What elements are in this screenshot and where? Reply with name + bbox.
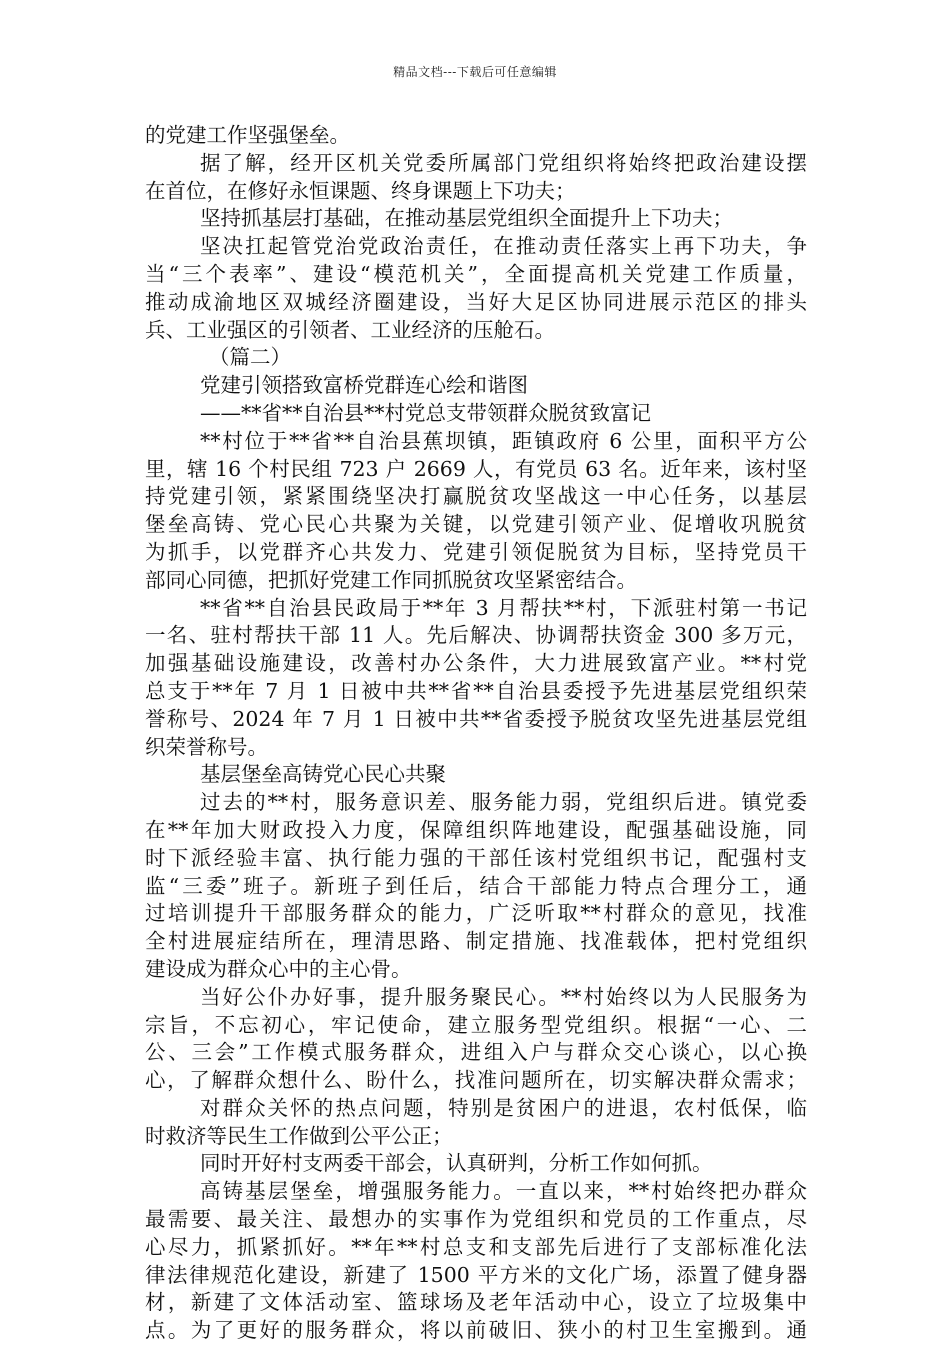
text-line: ——**省**自治县**村党总支带领群众脱贫致富记 <box>200 400 651 425</box>
text-line: （篇二） <box>209 345 291 370</box>
text-line: 为抓手，以党群齐心共发力、党建引领促脱贫为目标，坚持党员干 <box>145 539 807 564</box>
text-line: 总支于**年 7 月 1 日被中共**省**自治县委授予先进基层党组织荣 <box>145 678 807 703</box>
text-line: 党建引领搭致富桥党群连心绘和谐图 <box>200 373 528 398</box>
text-line: 加强基础设施建设，改善村办公条件，大力进展致富产业。**村党 <box>145 651 807 676</box>
text-line: 时救济等民生工作做到公平公正； <box>145 1123 453 1148</box>
text-line: 基层堡垒高铸党心民心共聚 <box>200 762 446 787</box>
text-line: 坚决扛起管党治党政治责任，在推动责任落实上再下功夫，争 <box>200 234 807 259</box>
text-line: 推动成渝地区双城经济圈建设，当好大足区协同进展示范区的排头 <box>145 289 807 314</box>
text-line: 当“三个表率”、建设“模范机关”，全面提高机关党建工作质量， <box>145 261 807 286</box>
text-line: 当好公仆办好事，提升服务聚民心。**村始终以为人民服务为 <box>200 984 807 1009</box>
text-line: 公、三会”工作模式服务群众，进组入户与群众交心谈心，以心换 <box>145 1040 807 1065</box>
text-line: 持党建引领，紧紧围绕坚决打赢脱贫攻坚战这一中心任务，以基层 <box>145 484 807 509</box>
text-line: 据了解，经开区机关党委所属部门党组织将始终把政治建设摆 <box>200 150 807 175</box>
text-line: 材，新建了文体活动室、篮球场及老年活动中心，设立了垃圾集中 <box>145 1290 807 1315</box>
text-line: 织荣誉称号。 <box>145 734 268 759</box>
text-line: 心，了解群众想什么、盼什么，找准问题所在，切实解决群众需求； <box>145 1068 807 1093</box>
text-line: 在首位，在修好永恒课题、终身课题上下功夫； <box>145 178 576 203</box>
page-header: 精品文档---下载后可任意编辑 <box>393 65 557 79</box>
text-line: 一名、驻村帮扶干部 11 人。先后解决、协调帮扶资金 300 多万元， <box>145 623 807 648</box>
text-line: 部同心同德，把抓好党建工作同抓脱贫攻坚紧密结合。 <box>145 567 637 592</box>
text-line: 高铸基层堡垒，增强服务能力。一直以来，**村始终把办群众 <box>200 1179 807 1204</box>
text-line: 时下派经验丰富、执行能力强的干部任该村党组织书记，配强村支 <box>145 845 807 870</box>
text-line: 在**年加大财政投入力度，保障组织阵地建设，配强基础设施，同 <box>145 817 807 842</box>
text-line: 点。为了更好的服务群众，将以前破旧、狭小的村卫生室搬到。通 <box>145 1318 807 1343</box>
text-line: 过去的**村，服务意识差、服务能力弱，党组织后进。镇党委 <box>200 790 807 815</box>
document-body <box>145 122 807 1345</box>
text-line: 律法律规范化建设，新建了 1500 平方米的文化广场，添置了健身器 <box>145 1262 807 1287</box>
text-line: 心尽力，抓紧抓好。**年**村总支和支部先后进行了支部标准化法 <box>145 1234 807 1259</box>
text-line: 全村进展症结所在，理清思路、制定措施、找准载体，把村党组织 <box>145 929 807 954</box>
text-line: **省**自治县民政局于**年 3 月帮扶**村，下派驻村第一书记 <box>200 595 807 620</box>
text-line: 监“三委”班子。新班子到任后，结合干部能力特点合理分工，通 <box>145 873 807 898</box>
text-line: 建设成为群众心中的主心骨。 <box>145 956 412 981</box>
text-line: 里，辖 16 个村民组 723 户 2669 人，有党员 63 名。近年来，该村坚 <box>145 456 807 481</box>
text-line: 坚持抓基层打基础，在推动基层党组织全面提升上下功夫； <box>200 206 733 231</box>
text-line: 誉称号、2024 年 7 月 1 日被中共**省委授予脱贫攻坚先进基层党组 <box>145 706 807 731</box>
text-line: 过培训提升干部服务群众的能力，广泛听取**村群众的意见，找准 <box>145 901 807 926</box>
text-line: 对群众关怀的热点问题，特别是贫困户的进退，农村低保，临 <box>200 1095 807 1120</box>
text-line: 同时开好村支两委干部会，认真研判，分析工作如何抓。 <box>200 1151 713 1176</box>
text-line: **村位于**省**自治县蕉坝镇，距镇政府 6 公里，面积平方公 <box>200 428 807 453</box>
text-line: 最需要、最关注、最想办的实事作为党组织和党员的工作重点，尽 <box>145 1207 807 1232</box>
text-line: 兵、工业强区的引领者、工业经济的压舱石。 <box>145 317 555 342</box>
text-line: 堡垒高铸、党心民心共聚为关键，以党建引领产业、促增收巩脱贫 <box>145 512 807 537</box>
text-line: 的党建工作坚强堡垒。 <box>145 123 350 147</box>
text-line: 宗旨，不忘初心，牢记使命，建立服务型党组织。根据“一心、二 <box>145 1012 807 1037</box>
